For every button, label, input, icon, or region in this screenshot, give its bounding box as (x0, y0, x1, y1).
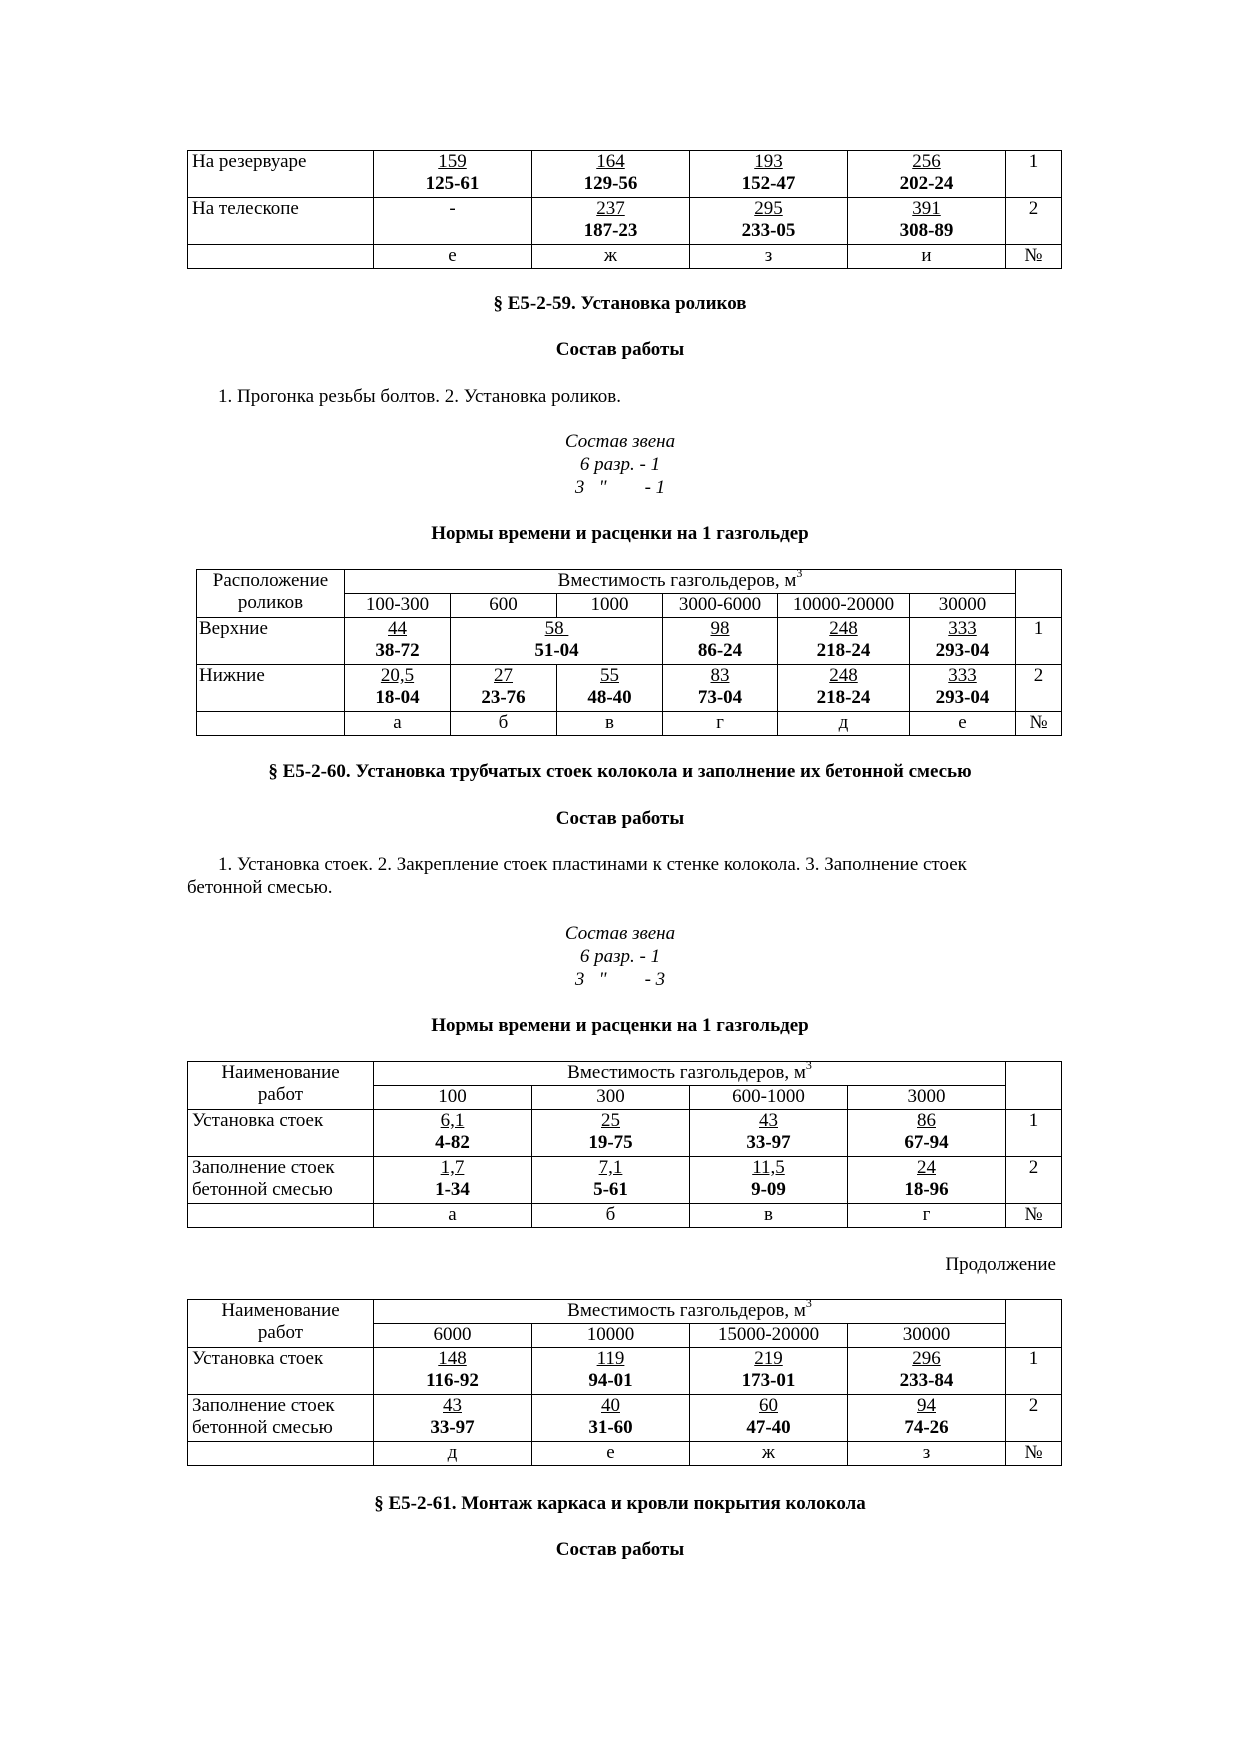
table-letter-row (188, 1442, 1062, 1466)
table-letter-row (188, 1204, 1062, 1228)
norms-table-posts-part1 (187, 1057, 1062, 1228)
work-composition-text: 1. Установка стоек. 2. Закрепление стоек пластинами к стенке колокола. 3. Заполнение стоек (218, 854, 967, 875)
column-letter: з (690, 245, 848, 269)
norm-cell: 43 33-97 (690, 1110, 848, 1157)
row-number-cell: 2 (1006, 1157, 1062, 1204)
empty-cell (188, 1204, 374, 1228)
capacity-value: 300 (532, 1086, 690, 1110)
table-header-row (188, 1300, 1062, 1324)
work-name-cell: Установка стоек (188, 1110, 374, 1157)
empty-cell (188, 245, 374, 269)
norm-cell: 159 125-61 (374, 151, 532, 198)
capacity-value: 100-300 (345, 594, 451, 618)
capacity-value: 10000 (532, 1324, 690, 1348)
column-letter: б (532, 1204, 690, 1228)
table-header-row (188, 1062, 1062, 1086)
norm-cell: 58 51-04 (451, 618, 663, 665)
capacity-value: 10000-20000 (778, 594, 910, 618)
norm-cell: 256 202-24 (848, 151, 1006, 198)
row-number-cell: 2 (1006, 198, 1062, 245)
table-row (197, 665, 1062, 712)
norms-table-tank-telescope (187, 150, 1062, 269)
column-letter: г (663, 712, 778, 736)
norms-title: Нормы времени и расценки на 1 газгольдер (431, 523, 809, 544)
column-letter: в (557, 712, 663, 736)
work-composition-title: Состав работы (555, 339, 685, 360)
norm-cell: 40 31-60 (532, 1395, 690, 1442)
column-letter: а (345, 712, 451, 736)
norm-cell: 248 218-24 (778, 618, 910, 665)
capacity-value: 15000-20000 (690, 1324, 848, 1348)
norm-cell: 148 116-92 (374, 1348, 532, 1395)
norm-cell: 219 173-01 (690, 1348, 848, 1395)
work-name-cell: Заполнение стоек бетонной смесью (188, 1157, 374, 1204)
norm-cell: 119 94-01 (532, 1348, 690, 1395)
norm-cell: 24 18-96 (848, 1157, 1006, 1204)
crew-composition-line: 6 разр. - 1 (579, 946, 661, 967)
table-letter-row (188, 245, 1062, 269)
norm-cell: - (374, 198, 532, 245)
capacity-value: 600-1000 (690, 1086, 848, 1110)
table-letter-row (197, 712, 1062, 736)
crew-composition-title: Состав звена (564, 923, 676, 944)
norm-cell: 60 47-40 (690, 1395, 848, 1442)
empty-cell (188, 1442, 374, 1466)
work-composition-title: Состав работы (555, 1539, 685, 1560)
column-letter: з (848, 1442, 1006, 1466)
norm-cell: 1,7 1-34 (374, 1157, 532, 1204)
norm-cell: 55 48-40 (557, 665, 663, 712)
column-letter: в (690, 1204, 848, 1228)
capacity-value: 6000 (374, 1324, 532, 1348)
row-number-cell: 2 (1006, 1395, 1062, 1442)
norm-cell: 391 308-89 (848, 198, 1006, 245)
norm-cell: 7,1 5-61 (532, 1157, 690, 1204)
norm-cell: 44 38-72 (345, 618, 451, 665)
work-name-cell: Установка стоек (188, 1348, 374, 1395)
row-number-cell: 2 (1016, 665, 1062, 712)
row-number-cell: 1 (1006, 151, 1062, 198)
norm-cell: 6,1 4-82 (374, 1110, 532, 1157)
column-letter: д (374, 1442, 532, 1466)
row-number-cell: 1 (1006, 1110, 1062, 1157)
work-composition-text: 1. Прогонка резьбы болтов. 2. Установка роликов. (218, 386, 621, 407)
capacity-value: 600 (451, 594, 557, 618)
empty-cell (1006, 1062, 1062, 1110)
column-header: Расположение роликов (197, 570, 345, 618)
norm-cell: 248 218-24 (778, 665, 910, 712)
work-name-cell: На телескопе (188, 198, 374, 245)
empty-cell (197, 712, 345, 736)
column-letter: г (848, 1204, 1006, 1228)
norm-cell: 295 233-05 (690, 198, 848, 245)
table-row (188, 198, 1062, 245)
norms-title: Нормы времени и расценки на 1 газгольдер (431, 1015, 809, 1036)
work-name-cell: Нижние (197, 665, 345, 712)
capacity-header: Вместимость газгольдеров, $м^3$ (345, 570, 1016, 594)
section-title: § Е5-2-59. Установка роликов (493, 293, 747, 314)
norm-cell: 237 187-23 (532, 198, 690, 245)
column-letter: ж (690, 1442, 848, 1466)
section-title: § Е5-2-61. Монтаж каркаса и кровли покрытия колокола (374, 1493, 866, 1514)
work-name-cell: Верхние (197, 618, 345, 665)
norm-cell: 164 129-56 (532, 151, 690, 198)
norm-cell: 333 293-04 (910, 665, 1016, 712)
norm-cell: 27 23-76 (451, 665, 557, 712)
work-composition-title: Состав работы (555, 808, 685, 829)
capacity-header: Вместимость газгольдеров, $м^3$ (374, 1062, 1006, 1086)
number-label: № (1006, 1204, 1062, 1228)
norm-cell: 296 233-84 (848, 1348, 1006, 1395)
row-number-cell: 1 (1006, 1348, 1062, 1395)
row-number-cell: 1 (1016, 618, 1062, 665)
capacity-header: Вместимость газгольдеров, $м^3$ (374, 1300, 1006, 1324)
number-label: № (1006, 1442, 1062, 1466)
empty-cell (1016, 570, 1062, 618)
capacity-value: 100 (374, 1086, 532, 1110)
work-name-cell: На резервуаре (188, 151, 374, 198)
column-letter: е (374, 245, 532, 269)
table-row (188, 1395, 1062, 1442)
table-row (188, 1110, 1062, 1157)
column-letter: и (848, 245, 1006, 269)
column-letter: д (778, 712, 910, 736)
norm-cell: 86 67-94 (848, 1110, 1006, 1157)
column-letter: е (910, 712, 1016, 736)
work-composition-text: бетонной смесью. (187, 877, 333, 898)
number-label: № (1006, 245, 1062, 269)
capacity-value: 1000 (557, 594, 663, 618)
capacity-value: 30000 (848, 1324, 1006, 1348)
continuation-label: Продолжение (945, 1254, 1056, 1275)
norm-cell: 193 152-47 (690, 151, 848, 198)
norm-cell: 11,5 9-09 (690, 1157, 848, 1204)
section-title: § Е5-2-60. Установка трубчатых стоек колокола и заполнение их бетонной смесью (268, 761, 972, 782)
crew-composition-title: Состав звена (564, 431, 676, 452)
norms-table-rollers (196, 565, 1062, 736)
capacity-value: 3000-6000 (663, 594, 778, 618)
table-row (188, 1348, 1062, 1395)
norm-cell: 94 74-26 (848, 1395, 1006, 1442)
column-letter: а (374, 1204, 532, 1228)
crew-composition-line: 6 разр. - 1 (579, 454, 661, 475)
column-letter: е (532, 1442, 690, 1466)
column-letter: б (451, 712, 557, 736)
norm-cell: 20,5 18-04 (345, 665, 451, 712)
column-letter: ж (532, 245, 690, 269)
crew-composition-line: 3 " - 3 (574, 969, 666, 990)
capacity-value: 30000 (910, 594, 1016, 618)
crew-composition-line: 3 " - 1 (574, 477, 666, 498)
norm-cell: 43 33-97 (374, 1395, 532, 1442)
norms-table-posts-part2 (187, 1295, 1062, 1466)
empty-cell (1006, 1300, 1062, 1348)
table-row (188, 1157, 1062, 1204)
column-header: Наименование работ (188, 1300, 374, 1348)
norm-cell: 98 86-24 (663, 618, 778, 665)
table-row (188, 151, 1062, 198)
table-header-row (197, 570, 1062, 594)
norm-cell: 25 19-75 (532, 1110, 690, 1157)
table-row (197, 618, 1062, 665)
norm-cell: 83 73-04 (663, 665, 778, 712)
norm-cell: 333 293-04 (910, 618, 1016, 665)
number-label: № (1016, 712, 1062, 736)
capacity-value: 3000 (848, 1086, 1006, 1110)
work-name-cell: Заполнение стоек бетонной смесью (188, 1395, 374, 1442)
column-header: Наименование работ (188, 1062, 374, 1110)
